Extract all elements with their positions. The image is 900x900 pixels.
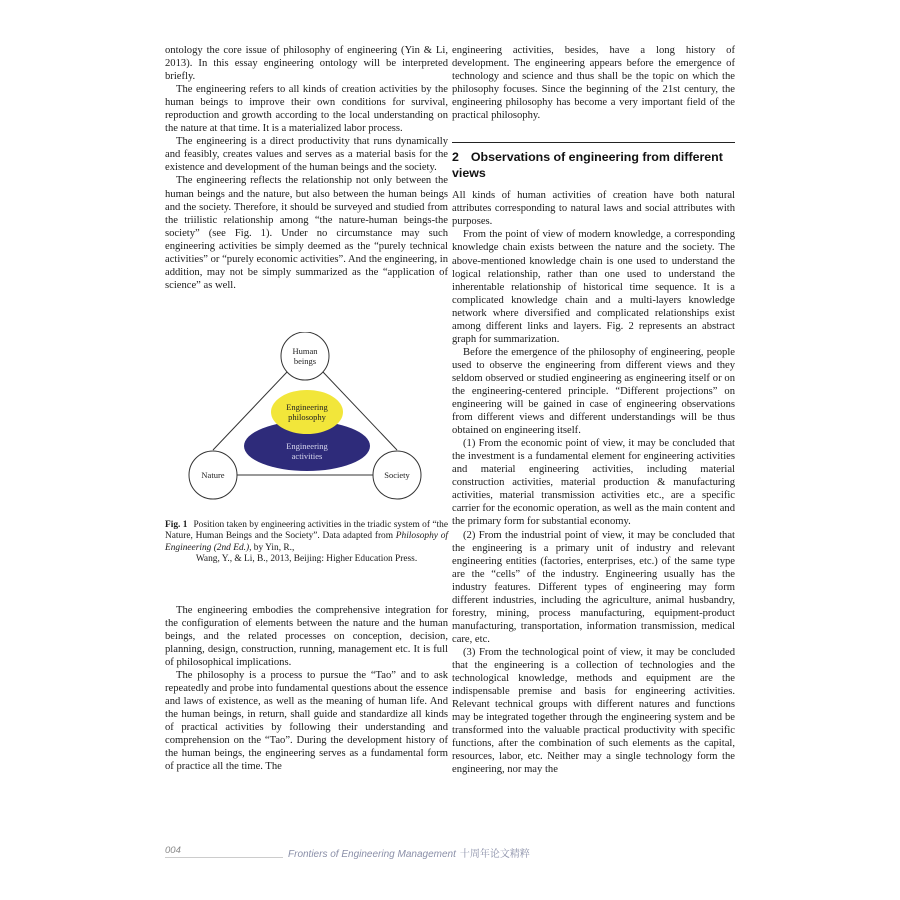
paragraph: (3) From the technological point of view, it may be concluded that the engineering is a collection of technologies and the technological knowledge, methods and equipment are the indispensable premise and basis for engineering activities. Relevant technical groups with different natures and functions may be integrated together through the engineering system and be transformed into the valuable practical productivity with specific functions, after the combination of such elements as the capital, resources, labor, etc. Neither may a single technology form the engineering, nor may the bbox=[452, 646, 735, 776]
paragraph: (1) From the economic point of view, it may be concluded that the investment is a fundamental element for engineering activities and material engineering activities, including material construction activities, material production & manufacturing activities, material transmission activities etc., are a specific carrier for the economic operation, as well as the main content and the primary form for substantial economy. bbox=[452, 438, 735, 528]
svg-text:beings: beings bbox=[293, 355, 317, 366]
book-title: Philosophy of Engineering (2nd Ed.) bbox=[165, 531, 448, 553]
paragraph: From the point of view of modern knowledge, a corresponding knowledge chain exists between the nature and the society. The above-mentioned knowledge chain is one used to understand the logical relationship, rather than one used to understand the inherentable relationship of historical time sequence. It is a complicated knowledge chain and a multi-layers knowledge network where diversified and complicated relationships exist among different links and layers. Fig. 2 represents an abstract graph for summarization. bbox=[452, 229, 735, 345]
figure-label: Fig. 1 bbox=[165, 519, 188, 530]
paragraph: All kinds of human activities of creation have both natural attributes corresponding to natural laws and social attributes with purposes. bbox=[452, 190, 735, 228]
page-number: 004 bbox=[165, 845, 181, 856]
figure-caption: Fig. 1 Position taken by engineering activities in the triadic system of “the Nature, Human Beings and the Society”. Data adapted from Philosophy of Engineering (2nd Ed.), by Yin, R., Wang, Y., & Li, B., 2013, Beijing: Higher Education Press. bbox=[165, 519, 448, 565]
svg-text:activities: activities bbox=[291, 450, 323, 461]
node-human-beings: Human bbox=[292, 345, 318, 356]
triadic-diagram bbox=[165, 332, 448, 512]
section-title: Observations of engineering from different views bbox=[452, 150, 723, 181]
paragraph: (2) From the industrial point of view, it may be concluded that the engineering is a primary unit of industry and relevant engineering entities (factories, enterprises, etc.) of the same type are the “cells” of the industry. Engineering usually has the industry features. Different types of engineering may form different industries, including the agriculture, animal husbandry, forestry, mining, process manufacturing, equipment-product manufacturing, transportation, information transmission, medical care, etc. bbox=[452, 529, 735, 645]
page-footer bbox=[165, 845, 765, 861]
left-column bbox=[165, 44, 448, 773]
journal-name: Frontiers of Engineering Management 十周年论文精粹 bbox=[288, 849, 530, 860]
section-heading bbox=[452, 149, 735, 181]
section-rule bbox=[452, 142, 735, 143]
paragraph: engineering activities, besides, have a long history of development. The engineering appears before the emergence of technology and science and thus shall be the topic on which the philosophy focuses. Since the beginning of the 21st century, the engineering philosophy has become a very important field of the practical philosophy. bbox=[452, 45, 735, 122]
right-column bbox=[452, 44, 735, 776]
node-nature: Nature bbox=[201, 469, 225, 480]
node-society: Society bbox=[384, 469, 410, 480]
paragraph: Before the emergence of the philosophy of engineering, people used to observe the engineering from different views and they seldom observed or studied engineering as engineering itself or on the engineering-centered principle. “Different projections” on engineering will be gained in case of engineering observations from different views and different understandings will be thus obtained on engineering itself. bbox=[452, 346, 735, 437]
svg-text:philosophy: philosophy bbox=[288, 411, 326, 422]
paragraph: The philosophy is a process to pursue the “Tao” and to ask repeatedly and probe into fundamental questions about the essence and laws of existence, as well as the meaning of human life. And the human beings, in return, shall guide and standardize all kinds of practical activities by following their understanding and comprehension on the “Tao”. During the development history of the human beings, the engineering serves as a fundamental form of practice all the time. The bbox=[165, 669, 448, 773]
paragraph: ontology the core issue of philosophy of engineering (Yin & Li, 2013). In this essay engineering ontology will be interpreted briefly. bbox=[165, 45, 448, 83]
engineering-philosophy-label: Engineering bbox=[286, 401, 328, 412]
figure-1-diagram bbox=[165, 332, 448, 512]
engineering-activities-label: Engineering bbox=[286, 440, 328, 451]
footer-rule bbox=[165, 857, 283, 858]
paragraph: The engineering is a direct productivity that runs dynamically and feasibly, creates values and serves as a material basis for the existence and development of the human beings and the society. bbox=[165, 136, 448, 174]
paragraph: The engineering reflects the relationship not only between the human beings and the nature, but also between the human beings and the society. Therefore, it should be surveyed and studied from the triilistic relationship among “the nature-human beings-the society” (see Fig. 1). Under no circumstance may such engineering activities be simply deemed as the “purely technical activities” or “purely economic activities”. And the engineering, in addition, may not be simply summarized as the “application of science” as well. bbox=[165, 175, 448, 291]
paragraph: The engineering refers to all kinds of creation activities by the human beings to improve their own conditions for survival, reproduction and growth according to the local understanding on the nature at that time. It is a materialized labor process. bbox=[165, 84, 448, 135]
paragraph: The engineering embodies the comprehensive integration for the configuration of elements between the nature and the human beings, and the related processes on conception, decision, planning, design, construction, running, management etc. It is full of philosophical implications. bbox=[165, 604, 448, 668]
section-number: 2 bbox=[452, 150, 459, 165]
